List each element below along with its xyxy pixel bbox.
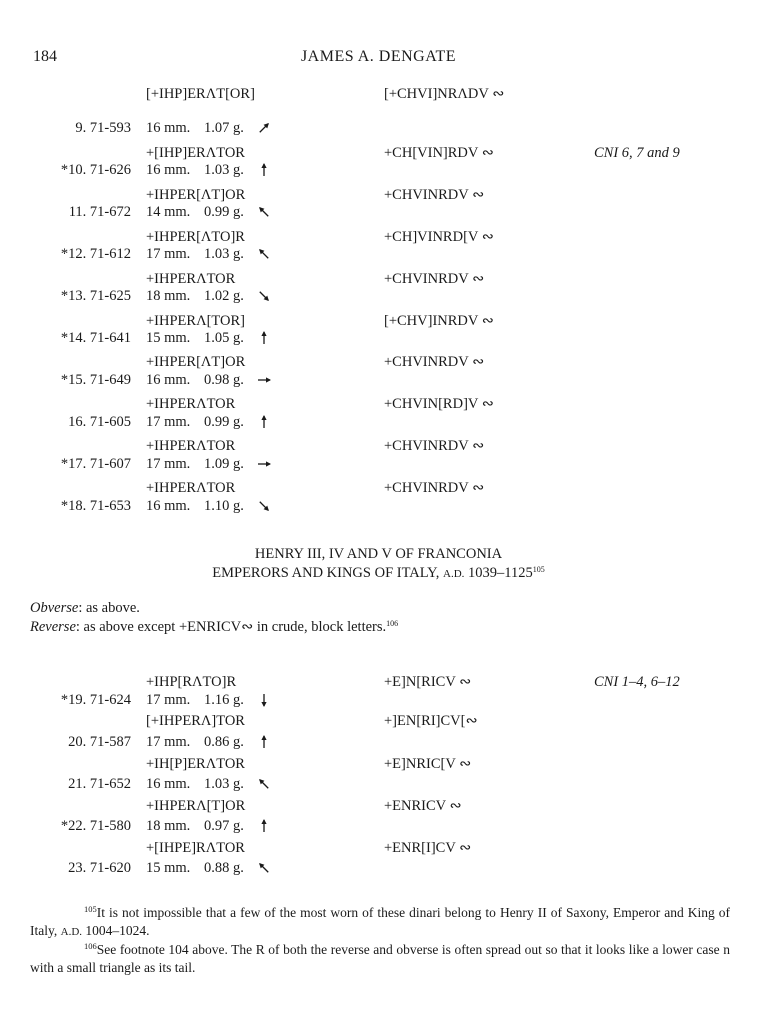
section-heading [0,545,757,584]
die-axis-arrow-icon [255,690,273,710]
heading-text: EMPERORS AND KINGS OF ITALY, [212,565,444,581]
obverse-legend: [+IHPERΛ]TOR [146,713,245,729]
weight: 1.10 g. [204,498,244,514]
weight: 0.88 g. [204,860,244,876]
diameter: 18 mm. [146,288,191,304]
diameter: 14 mm. [146,204,191,220]
footnote-mark: 105 [84,904,97,914]
diameter: 15 mm. [146,330,191,346]
die-axis-arrow-icon [255,412,273,432]
weight: 0.86 g. [204,734,244,750]
diameter: 17 mm. [146,692,191,708]
obverse-legend: +[IHP]ERΛTOR [146,145,245,161]
die-axis-arrow-icon [255,816,273,836]
catalog-number: 21. 71-652 [68,776,131,792]
entry-data-row [0,732,757,752]
obverse-legend: +IH[P]ERΛTOR [146,756,245,772]
entry-data-row [0,202,757,222]
die-axis-arrow-icon [255,202,273,222]
reverse-legend: +CH[VIN]RDV ∾ [384,145,494,161]
catalog-number: *12. 71-612 [60,246,131,262]
footnote-text-end: 1004–1024. [82,923,150,938]
obverse-legend: +IHPERΛTOR [146,438,236,454]
footnote-mark: 106 [84,941,97,951]
reverse-label: Reverse [30,619,76,635]
entry-legend-row [0,838,757,858]
obverse-legend: +IHPER[ΛTO]R [146,229,245,245]
reverse-legend: +E]N[RICV ∾ [384,674,472,690]
obverse-legend: +IHPERΛ[TOR] [146,313,245,329]
weight: 1.03 g. [204,246,244,262]
obverse-text: : as above. [78,600,140,616]
diameter: 17 mm. [146,414,191,430]
footnote-ref-105[interactable]: 105 [532,565,545,574]
reference: CNI 1–4, 6–12 [594,674,680,690]
catalog-number: *10. 71-626 [60,162,131,178]
entry-data-row [0,816,757,836]
catalog-number: *22. 71-580 [60,818,131,834]
entry-data-row [0,328,757,348]
footnote-106 [30,941,730,977]
catalog-number: 11. 71-672 [68,204,131,220]
weight: 0.99 g. [204,414,244,430]
diameter: 16 mm. [146,120,191,136]
reverse-legend: +CHVINRDV ∾ [384,438,485,454]
reverse-legend: +CHVINRDV ∾ [384,187,485,203]
reverse-legend: +CHVIN[RD]V ∾ [384,396,494,412]
entry-legend-row [0,436,757,456]
catalog-number: *19. 71-624 [60,692,131,708]
die-axis-arrow-icon [255,286,273,306]
entry-data-row [0,118,757,138]
diameter: 16 mm. [146,162,191,178]
catalog-number: 16. 71-605 [68,414,131,430]
weight: 1.07 g. [204,120,244,136]
reverse-legend: +CHVINRDV ∾ [384,271,485,287]
footnotes [30,904,730,977]
diameter: 16 mm. [146,372,191,388]
obverse-note [30,599,730,618]
die-axis-arrow-icon [255,370,273,390]
die-axis-arrow-icon [255,732,273,752]
diameter: 15 mm. [146,860,191,876]
diameter: 18 mm. [146,818,191,834]
diameter: 17 mm. [146,246,191,262]
section-heading-line1: HENRY III, IV AND V OF FRANCONIA [254,546,503,562]
reverse-legend: +ENR[I]CV ∾ [384,840,472,856]
entry-data-row [0,690,757,710]
heading-era: A.D. [443,568,465,580]
reverse-text: : as above except +ENRICV∾ in crude, block letters. [75,619,387,635]
obverse-legend: +IHPERΛ[T]OR [146,798,246,814]
catalog-number: *17. 71-607 [60,456,131,472]
section-heading-line2 [0,564,757,584]
weight: 1.09 g. [204,456,244,472]
reverse-legend: [+CHV]INRDV ∾ [384,313,494,329]
weight: 1.16 g. [204,692,244,708]
diameter: 17 mm. [146,456,191,472]
catalog-number: *15. 71-649 [60,372,131,388]
obverse-legend: +IHPER[ΛT]OR [146,354,246,370]
diameter: 17 mm. [146,734,191,750]
weight: 0.99 g. [204,204,244,220]
entry-data-row [0,496,757,516]
obverse-legend: +IHPERΛTOR [146,271,236,287]
obverse-legend: +[IHPE]RΛTOR [146,840,245,856]
catalog-number: 9. 71-593 [75,120,131,136]
entry-data-row [0,160,757,180]
entry-data-row [0,286,757,306]
footnote-ref-106[interactable]: 106 [386,619,399,628]
weight: 1.05 g. [204,330,244,346]
reverse-note [30,618,730,637]
entry-legend-row [0,352,757,372]
die-axis-arrow-icon [255,328,273,348]
diameter: 16 mm. [146,498,191,514]
page-number: 184 [33,48,57,65]
footnote-era: A.D. [60,926,83,938]
entry-legend-row [0,84,757,104]
obverse-label: Obverse [30,600,79,616]
entry-legend-row [0,672,757,692]
die-axis-arrow-icon [255,774,273,794]
die-axis-arrow-icon [255,496,273,516]
heading-years: 1039–1125 [464,565,533,581]
die-axis-arrow-icon [255,118,273,138]
catalog-number: 23. 71-620 [68,860,131,876]
entry-legend-row [0,796,757,816]
reverse-legend: +ENRICV ∾ [384,798,462,814]
weight: 1.03 g. [204,776,244,792]
entry-legend-row [0,711,757,731]
footnote-105 [30,904,730,941]
running-head: JAMES A. DENGATE [300,48,457,65]
entry-legend-row [0,394,757,414]
obverse-legend: +IHPERΛTOR [146,480,236,496]
reverse-legend: +CHVINRDV ∾ [384,480,485,496]
reverse-legend: [+CHVI]NRΛDV ∾ [384,86,505,102]
catalog-number: *18. 71-653 [60,498,131,514]
weight: 0.97 g. [204,818,244,834]
reverse-legend: +CHVINRDV ∾ [384,354,485,370]
entry-data-row [0,370,757,390]
entry-legend-row [0,478,757,498]
reverse-legend: +CH]VINRD[V ∾ [384,229,494,245]
obverse-legend: +IHP[RΛTO]R [146,674,237,690]
entry-data-row [0,244,757,264]
entry-data-row [0,412,757,432]
die-axis-arrow-icon [255,244,273,264]
entry-data-row [0,454,757,474]
weight: 0.98 g. [204,372,244,388]
die-axis-arrow-icon [255,454,273,474]
catalog-number: 20. 71-587 [68,734,131,750]
weight: 1.02 g. [204,288,244,304]
weight: 1.03 g. [204,162,244,178]
die-axis-arrow-icon [255,160,273,180]
entry-data-row [0,774,757,794]
obverse-legend: +IHPER[ΛT]OR [146,187,246,203]
die-axis-arrow-icon [255,858,273,878]
diameter: 16 mm. [146,776,191,792]
footnote-text: See footnote 104 above. The R of both the reverse and obverse is often spread out so that it looks like a lower case n with a small triangle as its tail. [30,942,730,975]
catalog-number: *14. 71-641 [60,330,131,346]
reference: CNI 6, 7 and 9 [594,145,680,161]
reverse-legend: +]EN[RI]CV[∾ [384,713,478,729]
footnote-text: It is not impossible that a few of the most worn of these dinari belong to Henry II of Saxony, Emperor and King of Italy, [30,905,730,938]
catalog-number: *13. 71-625 [60,288,131,304]
entry-data-row [0,858,757,878]
entry-legend-row [0,754,757,774]
obverse-legend: +IHPERΛTOR [146,396,236,412]
reverse-legend: +E]NRIC[V ∾ [384,756,472,772]
obverse-legend: [+IHP]ERΛT[OR] [146,86,255,102]
